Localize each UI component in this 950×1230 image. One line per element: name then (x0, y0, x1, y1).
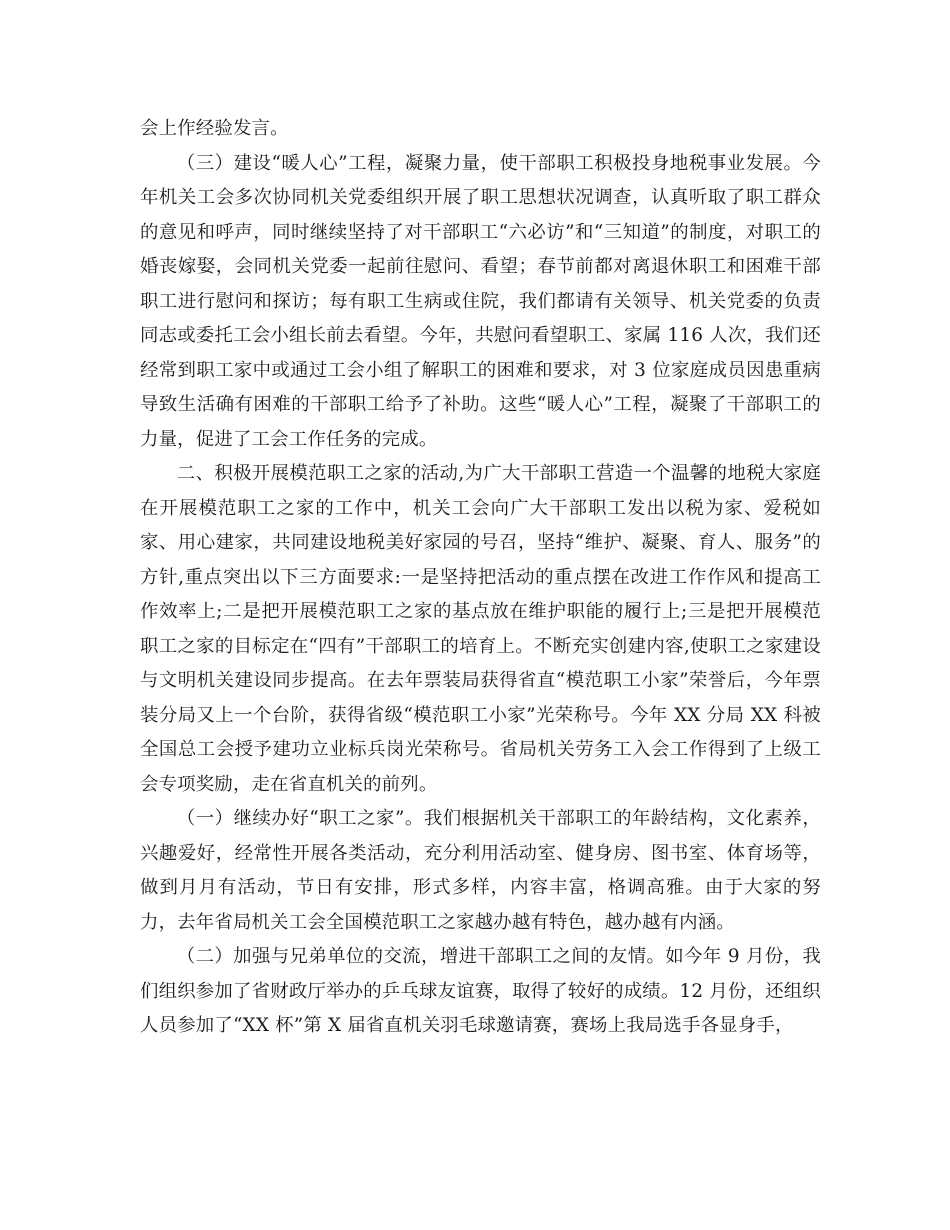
paragraph-part-two: 二、积极开展模范职工之家的活动,为广大干部职工营造一个温馨的地税大家庭在开展模范职工之家的工作中，机关工会向广大干部职工发出以税为家、爱税如家、用心建家，共同建设地税美好家园的号召，坚持“维护、凝聚、育人、服务”的方针,重点突出以下三方面要求:一是坚持把活动的重点摆在改进工作作风和提高工作效率上;二是把开展模范职工之家的基点放在维护职能的履行上;三是把开展模范职工之家的目标定在“四有”干部职工的培育上。不断充实创建内容,使职工之家建设与文明机关建设同步提高。在去年票装局获得省直“模范职工小家”荣誉后，今年票装分局又上一个台阶，获得省级“模范职工小家”光荣称号。今年 XX 分局 XX 科被全国总工会授予建功立业标兵岗光荣称号。省局机关劳务工入会工作得到了上级工会专项奖励，走在省直机关的前列。 (140, 463, 821, 795)
document-body (140, 112, 821, 1044)
paragraph-section-two: （二）加强与兄弟单位的交流，增进干部职工之间的友情。如今年 9 月份，我们组织参加了省财政厅举办的乒乓球友谊赛，取得了较好的成绩。12 月份，还组织人员参加了“XX 杯”第 X 届省直机关羽毛球邀请赛，赛场上我局选手各显身手， (140, 946, 821, 1036)
paragraph-section-three: （三）建设“暖人心”工程，凝聚力量，使干部职工积极投身地税事业发展。今年机关工会多次协同机关党委组织开展了职工思想状况调查，认真听取了职工群众的意见和呼声，同时继续坚持了对干部职工“六必访”和“三知道”的制度，对职工的婚丧嫁娶，会同机关党委一起前往慰问、看望；春节前都对离退休职工和困难干部职工进行慰问和探访；每有职工生病或住院，我们都请有关领导、机关党委的负责同志或委托工会小组长前去看望。今年，共慰问看望职工、家属 116 人次，我们还经常到职工家中或通过工会小组了解职工的困难和要求，对 3 位家庭成员因患重病导致生活确有困难的干部职工给予了补助。这些“暖人心”工程，凝聚了干部职工的力量，促进了工会工作任务的完成。 (140, 152, 821, 450)
paragraph-continuation: 会上作经验发言。 (140, 118, 289, 139)
paragraph-section-one: （一）继续办好“职工之家”。我们根据机关干部职工的年龄结构，文化素养，兴趣爱好，经常性开展各类活动，充分利用活动室、健身房、图书室、体育场等，做到月月有活动，节日有安排，形式多样，内容丰富，格调高雅。由于大家的努力，去年省局机关工会全国模范职工之家越办越有特色，越办越有内涵。 (140, 808, 821, 933)
